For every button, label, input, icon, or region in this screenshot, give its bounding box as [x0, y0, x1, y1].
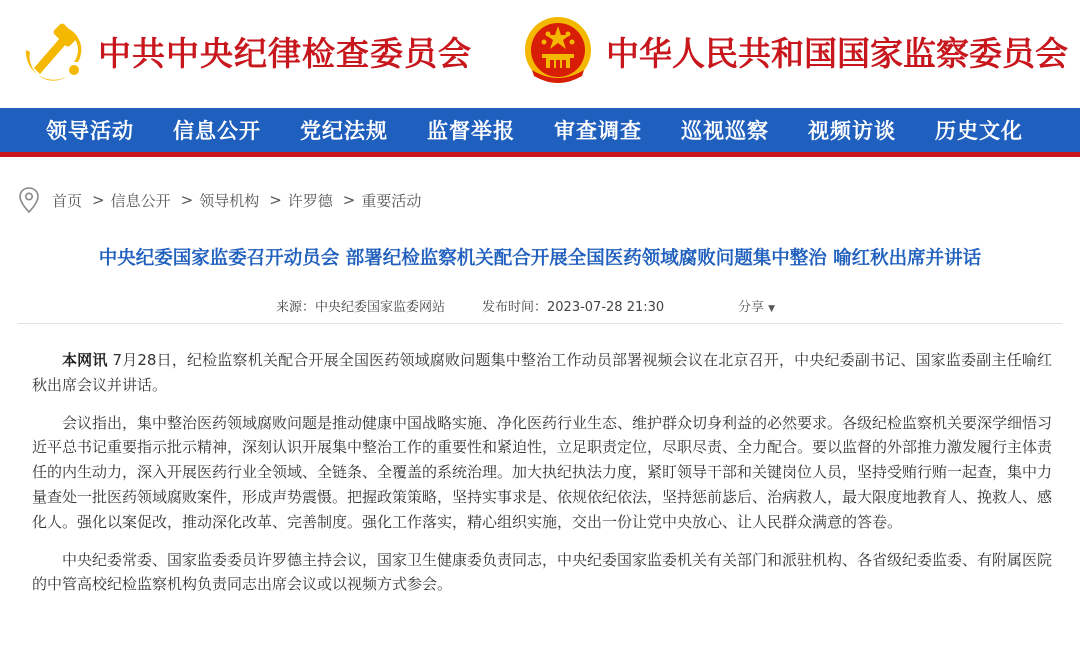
share-button[interactable]: [738, 296, 775, 315]
article-title: 中央纪委国家监委召开动员会 部署纪检监察机关配合开展全国医药领域腐败问题集中整治 喻红秋出席并讲话: [98, 248, 982, 269]
article-body: [32, 348, 1052, 610]
paragraph-2: 会议指出，集中整治医药领域腐败问题是推动健康中国战略实施、净化医药行业生态、维护群众切身利益的必然要求。各级纪检监察机关要深学细悟习近平总书记重要指示批示精神，深刻认识开展集中整治工作的重要性和紧迫性，立足职责定位，尽职尽责、全力配合。要以监督的外部推力激发履行主体责任的内生动力，深入开展医药行业全领域、全链条、全覆盖的系统治理。加大执纪执法力度，紧盯领导干部和关键岗位人员，坚持受贿行贿一起查，集中力量查处一批医药领域腐败案件，形成声势震慑。把握政策策略，坚持实事求是、依规依纪依法，坚持惩前毖后、治病救人，最大限度地教育人、挽救人、感化人。强化以案促改，推动深化改革、完善制度。强化工作落实，精心组织实施，交出一份让党中央放心、让人民群众满意的答卷。: [32, 413, 1053, 531]
nav-item-info[interactable]: 信息公开: [173, 118, 261, 143]
breadcrumb-separator: >: [269, 191, 282, 209]
source-label: 来源：: [276, 300, 316, 315]
location-pin-icon: [18, 186, 40, 214]
nav-item-history[interactable]: 历史文化: [935, 118, 1023, 143]
source-value: 中央纪委国家监委网站: [315, 300, 446, 315]
nav-item-video[interactable]: 视频访谈: [808, 118, 896, 143]
paragraph-3: 中央纪委常委、国家监委委员许罗德主持会议，国家卫生健康委负责同志，中央纪委国家监委机关有关部门和派驻机构、各省级纪委监委、有附属医院的中管高校纪检监察机构负责同志出席会议或以视频方式参会。: [32, 550, 1053, 594]
time-label: 发布时间：: [482, 300, 548, 315]
nav-item-leadership[interactable]: 领导活动: [46, 118, 134, 143]
breadcrumb-separator: >: [180, 191, 194, 209]
breadcrumb: [18, 186, 421, 214]
share-label: 分享: [738, 300, 765, 315]
national-emblem-icon: [522, 14, 594, 86]
breadcrumb-separator: >: [92, 191, 105, 209]
breadcrumb-home[interactable]: 首页: [52, 191, 83, 210]
party-emblem-icon: [20, 18, 84, 82]
nav-item-regulations[interactable]: 党纪法规: [300, 118, 388, 143]
lead-tag: 本网讯: [62, 351, 108, 369]
breadcrumb-person[interactable]: 许罗德: [287, 191, 333, 210]
time-value: 2023-07-28 21:30: [547, 300, 665, 315]
meta-divider: [18, 323, 1062, 324]
paragraph-1-text: 7月28日，纪检监察机关配合开展全国医药领域腐败问题集中整治工作动员部署视频会议在北京召开，中央纪委副书记、国家监委副主任喻红秋出席会议并讲话。: [32, 351, 1052, 394]
site-title-nsc[interactable]: 中华人民共和国国家监察委员会: [606, 34, 1068, 73]
site-title-ccdi[interactable]: 中共中央纪律检查委员会: [98, 34, 472, 73]
breadcrumb-activities[interactable]: 重要活动: [361, 191, 422, 210]
nav-divider: [0, 152, 1080, 157]
breadcrumb-separator: >: [342, 191, 356, 209]
nav-item-investigation[interactable]: 审查调查: [554, 118, 642, 143]
nav-item-report[interactable]: 监督举报: [427, 118, 515, 143]
article-time: [482, 296, 664, 315]
site-header: [0, 0, 1080, 108]
nav-item-inspection[interactable]: 巡视巡察: [681, 118, 769, 143]
main-nav: [0, 108, 1080, 152]
article-source: [276, 296, 445, 315]
chevron-down-icon: ▼: [768, 304, 776, 314]
breadcrumb-leadership[interactable]: 领导机构: [199, 191, 260, 210]
paragraph-1: [32, 348, 1052, 398]
breadcrumb-info[interactable]: 信息公开: [110, 191, 171, 210]
